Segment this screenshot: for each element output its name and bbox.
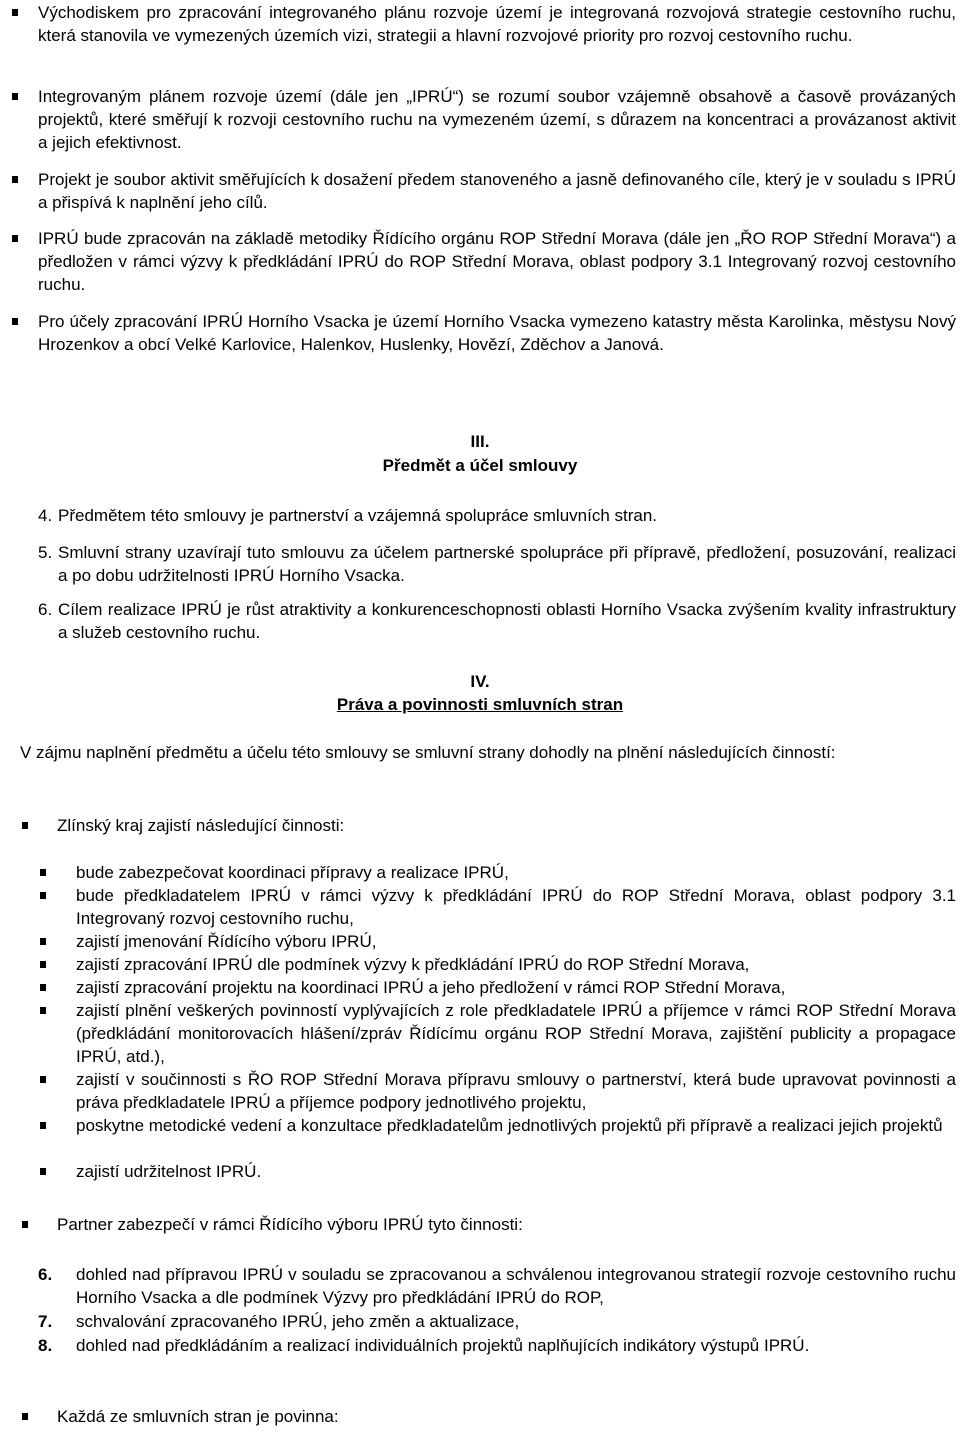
partner-item-number: 7. <box>38 1312 53 1331</box>
kraj-item: zajistí v součinnosti s ŘO ROP Střední Morava přípravu smlouvy o partnerství, která bude upravovat povinnosti a práva předkladatele IPRÚ a příjemce podpory jednotlivého projektu, <box>76 1070 956 1112</box>
intro-bullet-2: Integrovaným plánem rozvoje území (dále jen „IPRÚ“) se rozumí soubor vzájemně obsahově a časově provázaných projektů, které směřují k rozvoji cestovního ruchu na vymezeném území, s důrazem na koncentraci a provázanost aktivit a jejich efektivnost. <box>38 87 956 152</box>
bullet-icon <box>40 938 46 945</box>
bullet-icon <box>12 318 18 325</box>
last-heading: Každá ze smluvních stran je povinna: <box>57 1407 339 1426</box>
bullet-icon <box>22 1413 28 1420</box>
bullet-icon <box>22 1221 28 1228</box>
bullet-icon <box>40 961 46 968</box>
kraj-item: bude zabezpečovat koordinaci přípravy a realizace IPRÚ, <box>76 863 509 882</box>
partner-item: schvalování zpracovaného IPRÚ, jeho změn a aktualizace, <box>76 1312 520 1331</box>
kraj-heading: Zlínský kraj zajistí následující činnosti: <box>57 816 345 835</box>
intro-bullet-1: Východiskem pro zpracování integrovaného plánu rozvoje území je integrovaná rozvojová strategie cestovního ruchu, která stanovila ve vymezených územích vizi, strategii a hlavní rozvojové priority pro rozvoj cestovního ruchu. <box>38 3 956 45</box>
section-3-item-number: 6. <box>38 600 53 619</box>
kraj-item: zajistí zpracování IPRÚ dle podmínek výzvy k předkládání IPRÚ do ROP Střední Morava, <box>76 955 750 974</box>
bullet-icon <box>12 9 18 16</box>
kraj-item: zajistí udržitelnost IPRÚ. <box>76 1162 262 1181</box>
intro-bullet-4: IPRÚ bude zpracován na základě metodiky Řídícího orgánu ROP Střední Morava (dále jen „ŘO ROP Střední Morava“) a předložen v rámci výzvy k předkládání IPRÚ do ROP Střední Morava, oblast podpory 3.1 Integrovaný rozvoj cestovního ruchu. <box>38 229 956 294</box>
section-3-title: Předmět a účel smlouvy <box>382 456 578 475</box>
kraj-item: zajistí plnění veškerých povinností vyplývajících z role předkladatele IPRÚ a příjemce v rámci ROP Střední Morava (předkládání monitorovacích hlášení/zpráv Řídícímu orgánu ROP Střední Morava, zajištění publicity a propagace IPRÚ, atd.), <box>76 1001 956 1066</box>
section-3-item-5: Smluvní strany uzavírají tuto smlouvu za účelem partnerské spolupráce při přípravě, předložení, posuzování, realizaci a po dobu udržitelnosti IPRÚ Horního Vsacka. <box>58 543 956 585</box>
section-4-title: Práva a povinnosti smluvních stran <box>336 695 624 714</box>
bullet-icon <box>12 235 18 242</box>
section-3-item-6: Cílem realizace IPRÚ je růst atraktivity a konkurenceschopnosti oblasti Horního Vsacka zvýšením kvality infrastruktury a služeb cestovního ruchu. <box>58 600 956 642</box>
kraj-item: bude předkladatelem IPRÚ v rámci výzvy k předkládání IPRÚ do ROP Střední Morava, oblast podpory 3.1 Integrovaný rozvoj cestovního ruchu, <box>76 886 956 928</box>
partner-item-number: 8. <box>38 1336 53 1355</box>
bullet-icon <box>40 892 46 899</box>
bullet-icon <box>40 1007 46 1014</box>
section-4-number: IV. <box>470 672 490 691</box>
bullet-icon <box>40 984 46 991</box>
bullet-icon <box>12 93 18 100</box>
kraj-item: poskytne metodické vedení a konzultace předkladatelům jednotlivých projektů při přípravě a realizaci jejich projektů <box>76 1116 943 1135</box>
kraj-item: zajistí zpracování projektu na koordinaci IPRÚ a jeho předložení v rámci ROP Střední Morava, <box>76 978 786 997</box>
section-4-intro: V zájmu naplnění předmětu a účelu této smlouvy se smluvní strany dohodly na plnění následujících činností: <box>20 743 836 762</box>
section-3-item-4: Předmětem této smlouvy je partnerství a vzájemná spolupráce smluvních stran. <box>58 506 658 525</box>
partner-heading: Partner zabezpečí v rámci Řídícího výboru IPRÚ tyto činnosti: <box>57 1215 523 1234</box>
bullet-icon <box>40 1122 46 1129</box>
section-3-number: III. <box>470 432 490 451</box>
intro-bullet-3: Projekt je soubor aktivit směřujících k dosažení předem stanoveného a jasně definovaného cíle, který je v souladu s IPRÚ a přispívá k naplnění jeho cílů. <box>38 170 956 212</box>
partner-item-number: 6. <box>38 1265 53 1284</box>
section-3-item-number: 5. <box>38 543 53 562</box>
partner-item: dohled nad přípravou IPRÚ v souladu se zpracovanou a schválenou integrovanou strategií rozvoje cestovního ruchu Horního Vsacka a dle podmínek Výzvy pro předkládání IPRÚ do ROP, <box>76 1265 956 1307</box>
bullet-icon <box>40 1076 46 1083</box>
bullet-icon <box>12 176 18 183</box>
section-3-item-number: 4. <box>38 506 53 525</box>
bullet-icon <box>40 869 46 876</box>
bullet-icon <box>22 822 28 829</box>
bullet-icon <box>40 1168 46 1175</box>
kraj-item: zajistí jmenování Řídícího výboru IPRÚ, <box>76 932 377 951</box>
partner-item: dohled nad předkládáním a realizací individuálních projektů naplňujících indikátory výstupů IPRÚ. <box>76 1336 810 1355</box>
intro-bullet-5: Pro účely zpracování IPRÚ Horního Vsacka je území Horního Vsacka vymezeno katastry města Karolinka, městysu Nový Hrozenkov a obcí Velké Karlovice, Halenkov, Huslenky, Hovězí, Zděchov a Janová. <box>38 312 956 354</box>
